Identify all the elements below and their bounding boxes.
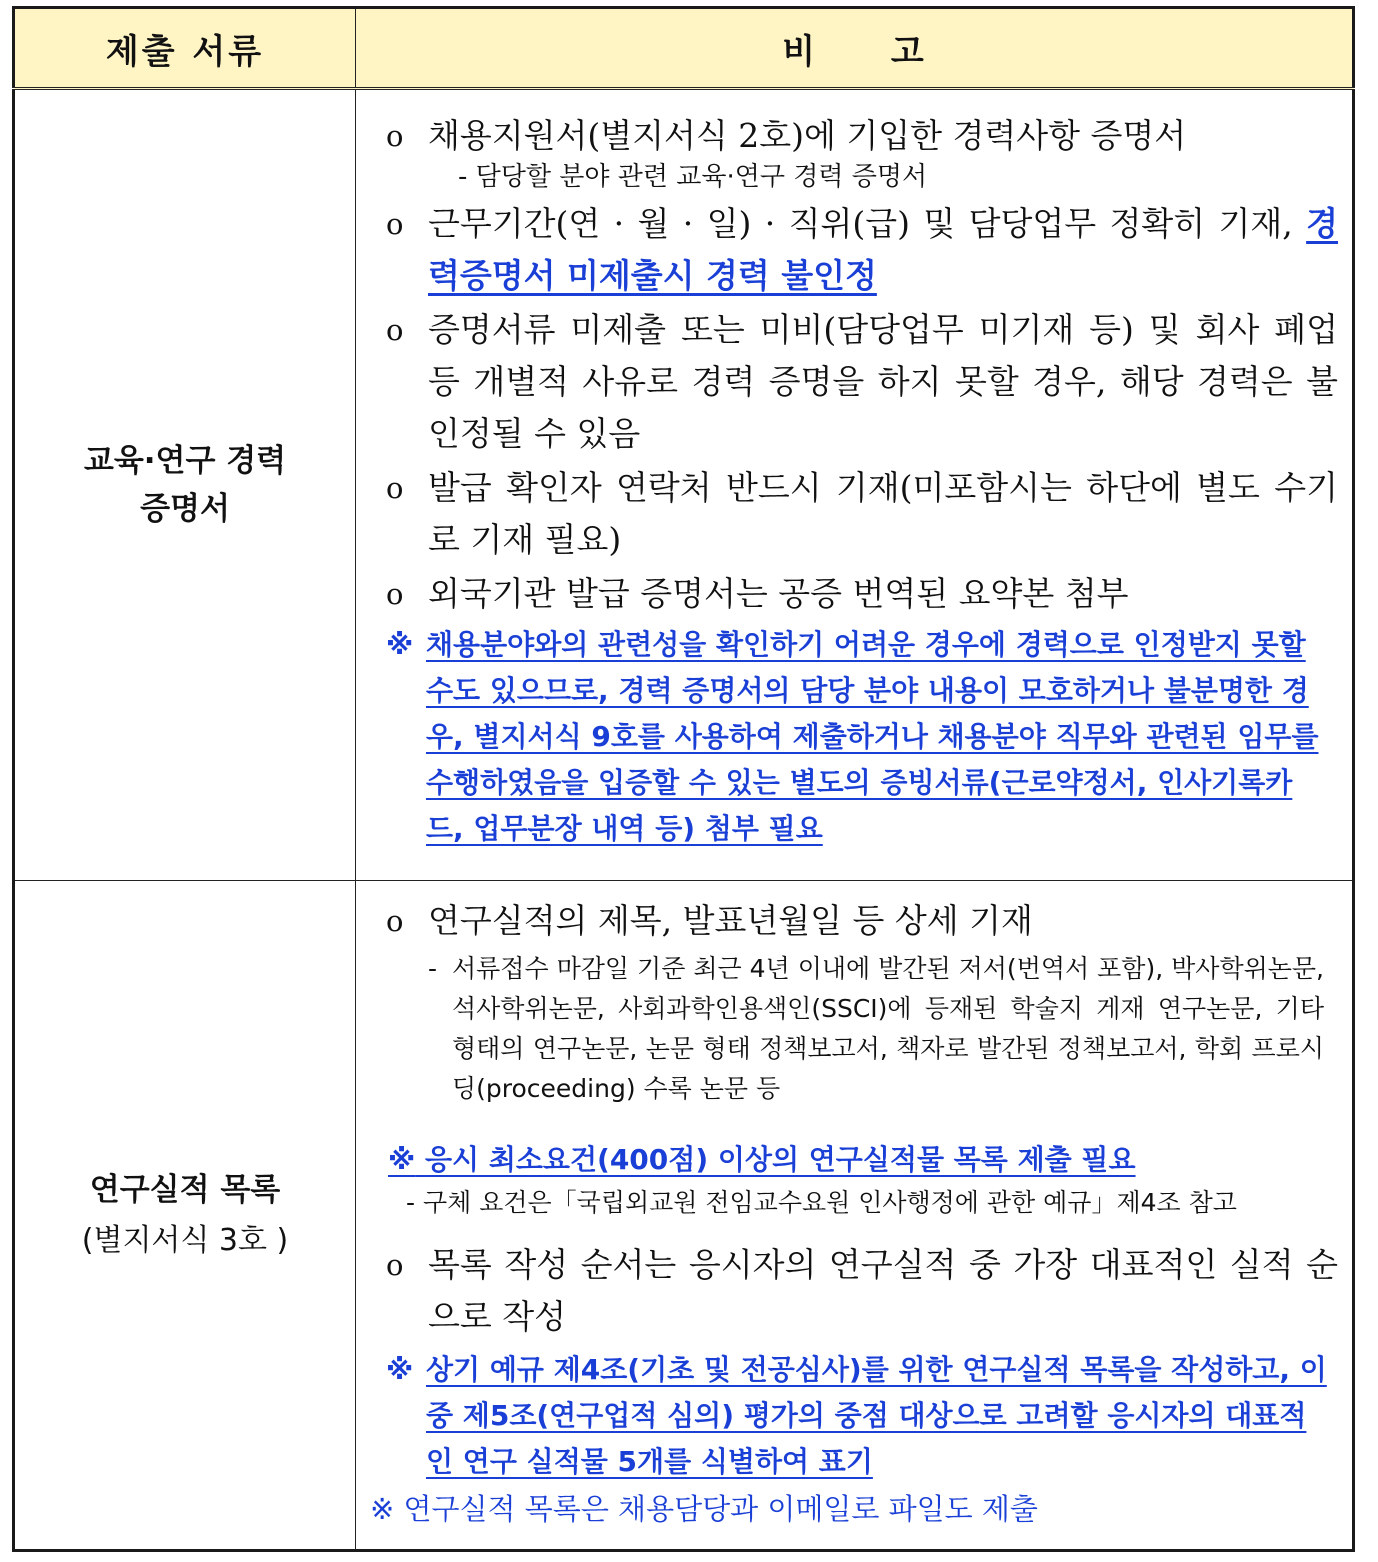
remark-item: o 목록 작성 순서는 응시자의 연구실적 중 가장 대표적인 실적 순으로 작성: [386, 1245, 1338, 1336]
doc-title-line1: 교육·연구 경력: [83, 443, 287, 479]
remark-sub: - 담당할 분야 관련 교육·연구 경력 증명서: [458, 162, 928, 192]
remarks-cell-research: [356, 881, 1354, 1551]
notice-min-requirement: ※ 응시 최소요건(400점) 이상의 연구실적물 목록 제출 필요: [388, 1143, 1136, 1176]
remark-item: o 채용지원서(별지서식 2호)에 기입한 경력사항 증명서: [356, 110, 1338, 162]
doc-sub-form: (별지서식 3호 ): [81, 1223, 289, 1258]
header-remarks: 비 고: [356, 8, 1354, 89]
remarks-cell-career: [356, 89, 1354, 881]
warning-link-text: 경력증명서 미제출시 경력 불인정: [428, 204, 1338, 295]
rule-reference: - 구체 요건은「국립외교원 전임교수요원 인사행정에 관한 예규」제4조 참고: [406, 1188, 1237, 1217]
remark-item: o 외국기관 발급 증명서는 공증 번역된 요약본 첨부: [386, 574, 1129, 613]
notice-representative-works: ※ 상기 예규 제4조(기초 및 전공심사)를 위한 연구실적 목록을 작성하고, 이 중 제5조(연구업적 심의) 평가의 중점 대상으로 고려할 응시자의 대표적인 연구 실적물 5개를 식별하여 표기: [386, 1353, 1327, 1478]
doc-cell-career-certificate: [14, 89, 356, 881]
remark-sub-detail: - 서류접수 마감일 기준 최근 4년 이내에 발간된 저서(번역서 포함), 박사학위논문, 석사학위논문, 사회과학인용색인(SSCI)에 등재된 학술지 게재 연구논문, 기타 형태의 연구논문, 논문 형태 정책보고서, 책자로 발간된 정책보고서, 학회 프로시딩(proceeding) 수록 논문 등: [428, 954, 1324, 1103]
doc-title-research: 연구실적 목록: [89, 1172, 281, 1208]
remark-item: o 발급 확인자 연락처 반드시 기재(미포함시는 하단에 별도 수기로 기재 필요): [386, 468, 1338, 559]
bullet-o: o: [386, 119, 404, 153]
submission-documents-table: [12, 6, 1355, 1552]
doc-title-line2: 증명서: [140, 491, 230, 527]
notice-relevance: ※ 채용분야와의 관련성을 확인하기 어려운 경우에 경력으로 인정받지 못할 수도 있으므로, 경력 증명서의 담당 분야 내용이 모호하거나 불분명한 경우, 별지서식 9호를 사용하여 제출하거나 채용분야 직무와 관련된 임무를 수행하였음을 입증할 수 있는 별도의 증빙서류(근로약정서, 인사기록카드, 업무분장 내역 등) 첨부 필요: [356, 622, 1338, 852]
remark-item: o 증명서류 미제출 또는 미비(담당업무 미기재 등) 및 회사 폐업 등 개별적 사유로 경력 증명을 하지 못할 경우, 해당 경력은 불인정될 수 있음: [386, 310, 1338, 453]
remark-item: o 연구실적의 제목, 발표년월일 등 상세 기재: [386, 901, 1033, 940]
notice-email-submission: ※ 연구실적 목록은 채용담당과 이메일로 파일도 제출: [370, 1492, 1038, 1526]
doc-cell-research-list: [14, 881, 356, 1551]
remark-item: o 근무기간(연 · 월 · 일) · 직위(급) 및 담당업무 정확히 기재, 경력증명서 미제출시 경력 불인정: [386, 204, 1338, 295]
reference-mark: ※: [386, 628, 414, 661]
header-documents: 제출 서류: [14, 8, 356, 89]
